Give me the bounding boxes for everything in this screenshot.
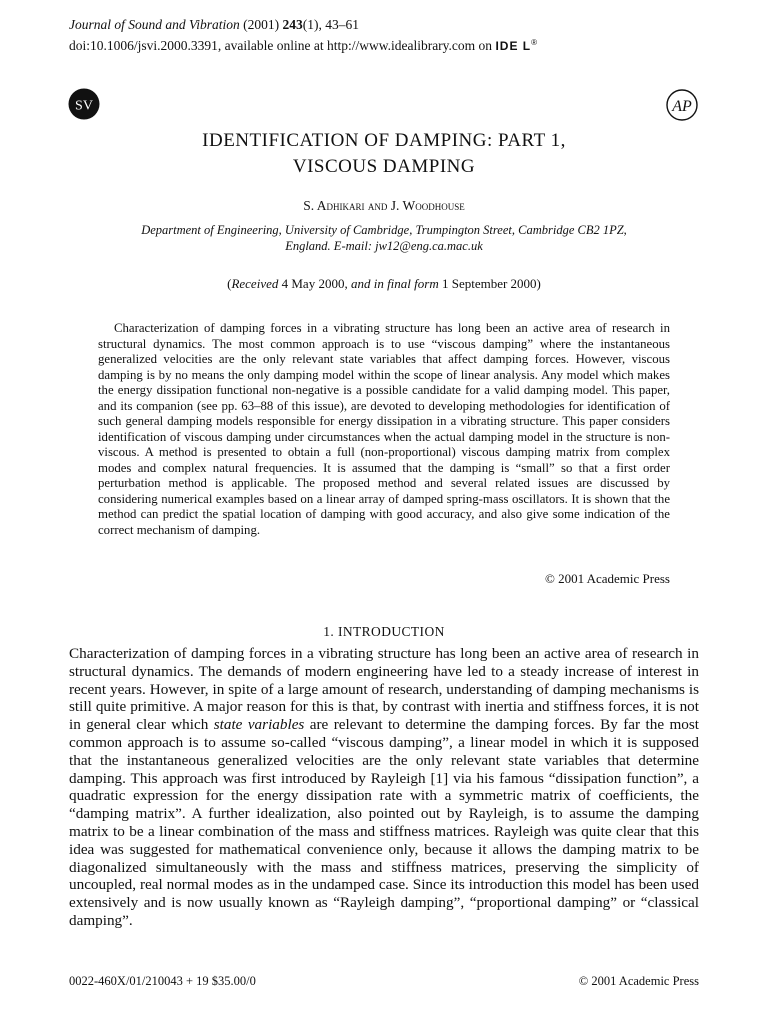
received-label: Received xyxy=(231,276,279,291)
intro-text-part-2: are relevant to determine the damping forces. By far the most common approach is to assume so-called “viscous damping”, a linear model in which it is supposed that the instantaneous generalized velocities are the only relevant state variables that determine damping. This approach was first introduced by Rayleigh [1] via his famous “dissipation function”, a quadratic expression for the energy dissipation rate with a symmetric matrix of coefficients, the “damping matrix”. A further idealization, also pointed out by Rayleigh, is to assume the damping matrix to be a linear combination of the mass and stiffness matrices. Rayleigh was quite clear that this idea was suggested for mathematical convenience only, because it allows the damping matrix to be diagonalized simultaneously with the mass and stiffness matrices, preserving the simplicity of uncoupled, real normal modes as in the undamped case. Since its introduction this model has been used extensively and is now usually known as “Rayleigh damping”, “proportional damping” or “classical damping”. xyxy=(69,716,699,929)
footer-article-code: 0022-460X/01/210043 + 19 $35.00/0 xyxy=(69,974,256,988)
title-line-2: VISCOUS DAMPING xyxy=(292,156,476,177)
section-heading-introduction: 1. INTRODUCTION xyxy=(323,624,445,639)
affiliation-line-2 xyxy=(78,238,690,254)
affiliation-line-1: Department of Engineering, University of Cambridge, Trumpington Street, Cambridge CB2 1PZ, xyxy=(141,223,627,237)
received-date: 4 May 2000, xyxy=(281,276,348,291)
journal-name: Journal of Sound and Vibration xyxy=(69,17,240,32)
abstract-copyright: © 2001 Academic Press xyxy=(544,571,670,586)
received-dates: (Received 4 May 2000, and in final form 1 September 2000) xyxy=(227,276,541,291)
affiliation-country: England. E-mail: xyxy=(285,239,372,253)
final-form-date: 1 September 2000) xyxy=(441,276,541,291)
article-title xyxy=(0,128,768,180)
sv-logo-text: SV xyxy=(75,98,93,114)
title-line-1: IDENTIFICATION OF DAMPING: PART 1, xyxy=(202,130,566,151)
journal-year: (2001) xyxy=(243,17,280,32)
ideal-logo: IDE L® xyxy=(495,38,539,53)
introduction-paragraph xyxy=(69,645,699,930)
journal-issue-pages: (1), 43–61 xyxy=(302,17,359,32)
author-list: S. Adhikari and J. Woodhouse xyxy=(303,198,465,213)
journal-volume: 243 xyxy=(282,17,303,32)
journal-header xyxy=(69,16,538,55)
author-email: jw12@eng.ca.mac.uk xyxy=(375,239,483,253)
final-form-label: and in final form xyxy=(350,276,439,291)
doi-text: doi:10.1006/jsvi.2000.3391, available online at http://www.idealibrary.com on xyxy=(69,38,493,53)
intro-text-part-1: Characterization of damping forces in a vibrating structure has long been an active area of research in structural dynamics. The demands of modern engineering have led to a steady increase of interest in recent years. However, in spite of a large amount of research, understanding of damping mechanisms is still quite primitive. A major reason for this is that, by contrast with inertia and stiffness forces, it is not in general clear which xyxy=(69,645,699,734)
intro-italic-term: state variables xyxy=(213,716,305,734)
sv-publisher-logo xyxy=(68,88,100,125)
affiliation xyxy=(78,222,690,254)
doi-line xyxy=(69,34,538,55)
footer-copyright: © 2001 Academic Press xyxy=(578,974,699,988)
ap-publisher-logo xyxy=(664,88,700,127)
sv-logo-icon xyxy=(68,88,100,120)
ap-logo-icon xyxy=(664,88,700,122)
ap-logo-text: AP xyxy=(672,98,692,115)
abstract-text: Characterization of damping forces in a vibrating structure has long been an active area of research in structural dynamics. The most common approach is to use “viscous damping” where the instantaneous generalized velocities are the only relevant state variables that affect damping forces. However, viscous damping is by no means the only damping model within the scope of linear analysis. Any model which makes the energy dissipation functional non-negative is a possible candidate for a valid damping model. This paper, and its companion (see pp. 63–88 of this issue), are devoted to developing methodologies for identification of such general damping models responsible for energy dissipation in a vibrating structure. This paper considers identification of viscous damping under circumstances when the actual damping model in the structure is non-viscous. A method is presented to obtain a full (non-proportional) viscous damping matrix from complex modes and complex natural frequencies. It is assumed that the damping is “small” so that a first order perturbation method is applicable. The proposed method and several related issues are discussed by considering numerical examples based on a linear array of damped spring-mass oscillators. It is shown that the method can predict the spatial location of damping with good accuracy, and also give some indication of the correct mechanism of damping. xyxy=(98,321,670,537)
journal-citation xyxy=(69,16,538,34)
